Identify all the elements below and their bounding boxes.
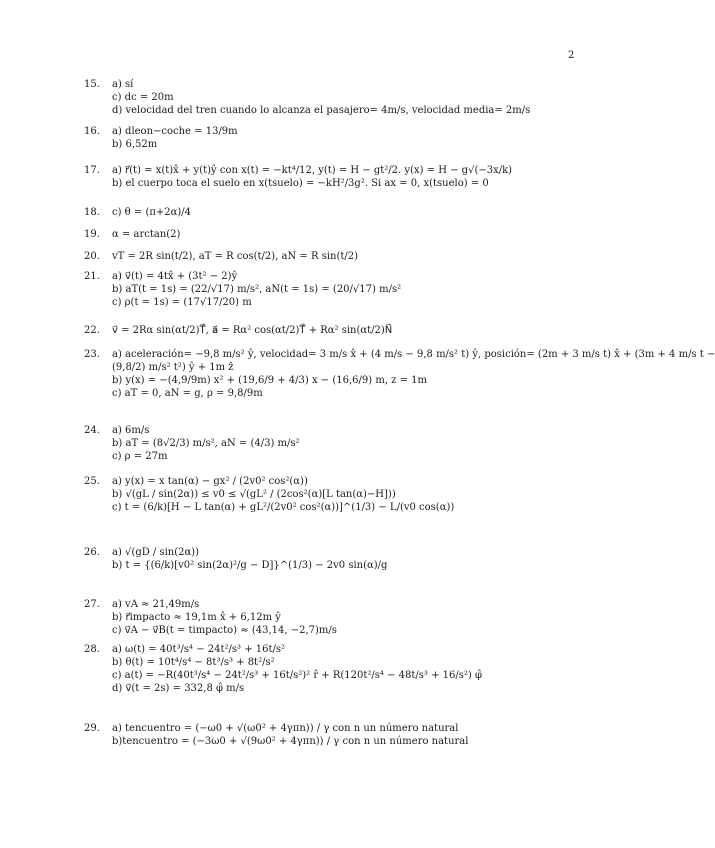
answer-line: v⃗ = 2Rα sin(αt/2)T⃗, a⃗ = Rα² cos(αt/2)T⃗ + Rα² sin(αt/2)N⃗ [112,325,393,336]
answer-item [84,250,572,263]
answer-number: 17. [84,165,100,176]
answer-line: a) aceleración= −9,8 m/s² ŷ, velocidad= 3 m/s x̂ + (4 m/s − 9,8 m/s² t) ŷ, posición= (2m + 3 m/s t) x̂ + (3m + 4 m/s t − [112,349,715,360]
answer-item [84,475,572,514]
answer-line: b)tencuentro = (−3ω0 + √(9ω0² + 4γπn)) / γ con n un número natural [112,736,469,747]
answer-item [84,228,572,241]
answer-line: a) sí [112,79,134,90]
answer-line: b) 6,52m [112,139,158,150]
answer-line: b) el cuerpo toca el suelo en x(tsuelo) = −kH²/3g². Si ax = 0, x(tsuelo) = 0 [112,178,489,189]
answer-number: 24. [84,425,100,436]
answer-number: 21. [84,271,100,282]
answer-line: b) y(x) = −(4,9/9m) x² + (19,6/9 + 4/3) x − (16,6/9) m, z = 1m [112,375,428,386]
answer-item [84,424,572,463]
answer-item [84,722,572,748]
answer-line: b) aT(t = 1s) = (22/√17) m/s², aN(t = 1s) = (20/√17) m/s² [112,284,402,295]
answer-line: a) y(x) = x tan(α) − gx² / (2v0² cos²(α)) [112,476,308,487]
answer-line: c) v⃗A − v⃗B(t = timpacto) ≈ (43,14, −2,7)m/s [112,625,337,636]
answer-number: 16. [84,126,100,137]
answer-line: a) r⃗(t) = x(t)x̂ + y(t)ŷ con x(t) = −kt⁴/12, y(t) = H − gt²/2. y(x) = H − g√(−3x/k) [112,165,513,176]
answer-line: d) v⃗(t = 2s) = 332,8 φ̂ m/s [112,683,245,694]
answer-item [84,125,572,151]
answer-number: 19. [84,229,100,240]
answer-line: c) θ = (π+2α)/4 [112,207,192,218]
answer-number: 23. [84,349,100,360]
answer-line: b) r⃗impacto ≈ 19,1m x̂ + 6,12m ŷ [112,612,281,623]
answer-line: a) v⃗(t) = 4tx̂ + (3t² − 2)ŷ [112,271,238,282]
answer-line: c) a(t) = −R(40t³/s⁴ − 24t²/s³ + 16t/s²)² r̂ + R(120t²/s⁴ − 48t/s³ + 16/s²) φ̂ [112,670,482,681]
answer-item [84,206,572,219]
answer-line: a) √(gD / sin(2α)) [112,547,200,558]
answer-line: c) ρ = 27m [112,451,168,462]
answer-item [84,643,572,695]
answer-line: b) t = {(6/k)[v0² sin(2α)²/g − D]}^(1/3) − 2v0 sin(α)/g [112,560,388,571]
answer-number: 20. [84,251,100,262]
answer-line: a) ω(t) = 40t³/s⁴ − 24t²/s³ + 16t/s² [112,644,286,655]
answer-item [84,324,572,337]
answer-item [84,598,572,637]
answer-line: a) 6m/s [112,425,150,436]
answer-number: 15. [84,79,100,90]
answer-number: 25. [84,476,100,487]
answer-item [84,546,572,572]
answer-number: 22. [84,325,100,336]
answer-number: 27. [84,599,100,610]
answer-line: a) tencuentro = (−ω0 + √(ω0² + 4γπn)) / γ con n un número natural [112,723,459,734]
answer-line: a) vA ≈ 21,49m/s [112,599,200,610]
answer-line: c) aT = 0, aN = g, ρ = 9,8/9m [112,388,263,399]
answer-line: (9,8/2) m/s² t²) ŷ + 1m ẑ [112,362,234,373]
answer-item [84,348,715,400]
answer-line: c) t = (6/k)[H − L tan(α) + gL²/(2v0² cos²(α))]^(1/3) − L/(v0 cos(α)) [112,502,455,513]
answer-number: 18. [84,207,100,218]
answer-line: a) dleon−coche = 13/9m [112,126,238,137]
answer-line: vT = 2R sin(t/2), aT = R cos(t/2), aN = R sin(t/2) [112,251,359,262]
answer-number: 29. [84,723,100,734]
answer-line: b) √(gL / sin(2α)) ≤ v0 ≤ √(gL² / (2cos²(α)[L tan(α)−H])) [112,489,396,500]
answer-line: b) θ(t) = 10t⁴/s⁴ − 8t³/s³ + 8t²/s² [112,657,275,668]
answer-item [84,270,572,309]
answer-line: d) velocidad del tren cuando lo alcanza el pasajero= 4m/s, velocidad media= 2m/s [112,105,531,116]
answer-number: 28. [84,644,100,655]
answer-item [84,78,572,117]
answer-line: c) dc = 20m [112,92,174,103]
answer-item [84,164,572,190]
answer-number: 26. [84,547,100,558]
answer-line: α = arctan(2) [112,229,181,240]
page-number: 2 [568,50,575,61]
answer-line: c) ρ(t = 1s) = (17√17/20) m [112,297,252,308]
answer-line: b) aT = (8√2/3) m/s², aN = (4/3) m/s² [112,438,300,449]
